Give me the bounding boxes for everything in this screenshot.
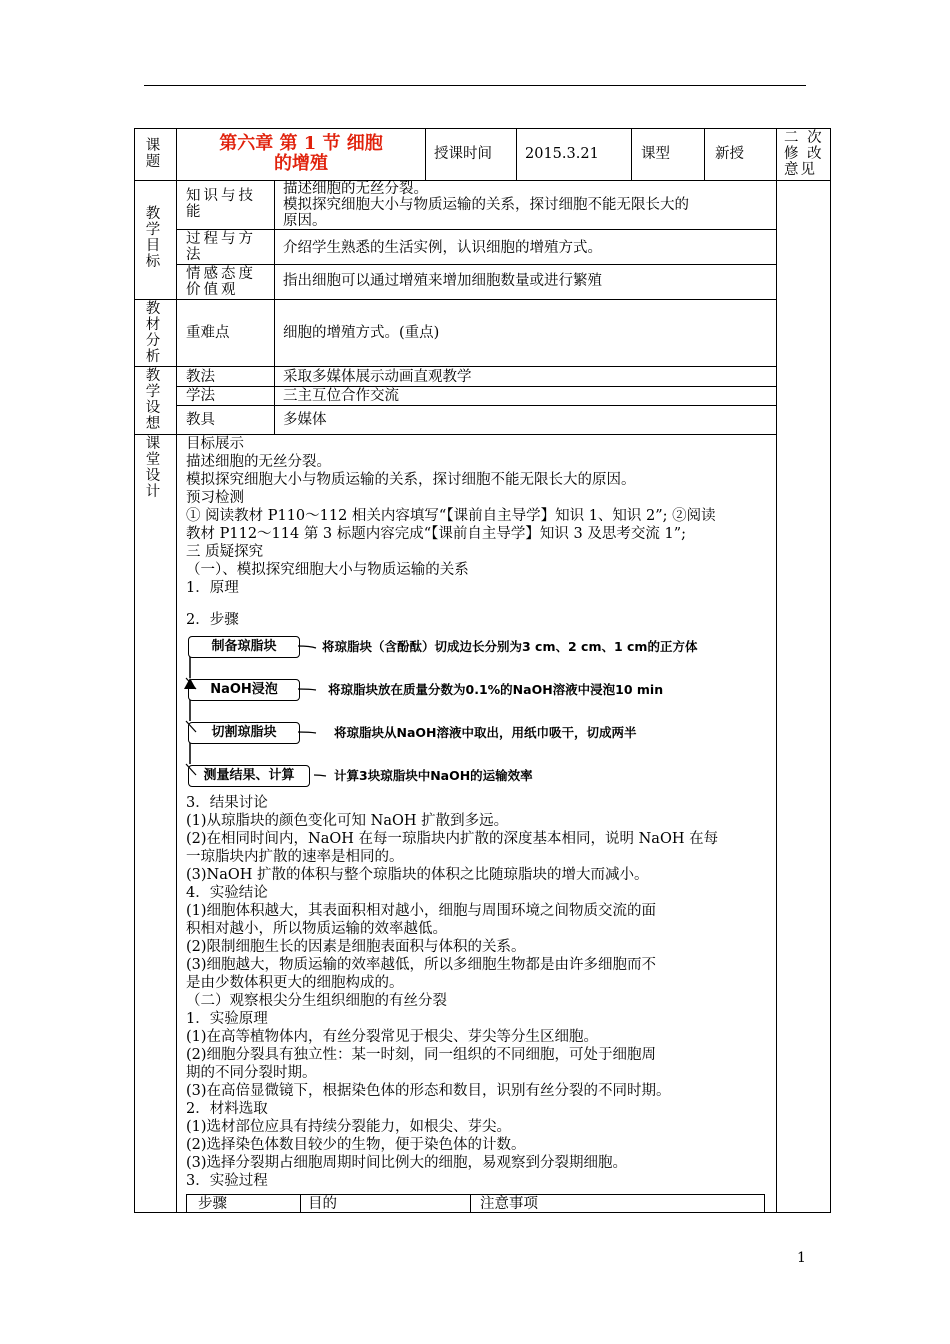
process-table-divider — [300, 1194, 301, 1213]
goal-knowledge-line: 模拟探究细胞大小与物质运输的关系，探讨细胞不能无限长大的 — [283, 197, 689, 213]
body-line: (1)在高等植物体内，有丝分裂常见于根尖、芽尖等分生区细胞。 — [186, 1029, 599, 1045]
goal-label-process: 过程与方法 — [186, 231, 256, 263]
process-table-divider — [470, 1194, 471, 1213]
col-divider — [516, 128, 517, 180]
col-divider — [631, 128, 632, 180]
page-number: 1 — [797, 1250, 806, 1266]
goal-knowledge-line: 描述细胞的无丝分裂。 — [283, 181, 428, 197]
row-divider — [176, 405, 776, 406]
body-line: （二）观察根尖分生组织细胞的有丝分裂 — [186, 993, 447, 1009]
body-line: 1．实验原理 — [186, 1011, 268, 1027]
flow-step-3: 切割琼脂块 — [188, 722, 300, 744]
body-line: 目标展示 — [186, 436, 244, 452]
row-divider — [134, 434, 776, 435]
col-divider — [704, 128, 705, 180]
body-line: (1)选材部位应具有持续分裂能力，如根尖、芽尖。 — [186, 1119, 512, 1135]
class-side-label: 课堂设计 — [145, 436, 161, 500]
goal-process-line: 介绍学生熟悉的生活实例，认识细胞的增殖方式。 — [283, 240, 602, 256]
flow-desc-1: 将琼脂块（含酚酞）切成边长分别为3 cm、2 cm、1 cm的正方体 — [322, 639, 698, 654]
body-line: (2)限制细胞生长的因素是细胞表面积与体积的关系。 — [186, 939, 526, 955]
lesson-type: 新授 — [715, 146, 744, 162]
row-divider — [134, 180, 831, 181]
analysis-label: 重难点 — [186, 325, 230, 341]
row-divider — [176, 264, 776, 265]
goals-side-label: 教学目标 — [145, 206, 161, 270]
flow-step-4: 测量结果、计算 — [188, 765, 310, 787]
goal-attitude-line: 指出细胞可以通过增殖来增加细胞数量或进行繁殖 — [283, 273, 602, 289]
analysis-content: 细胞的增殖方式。(重点) — [283, 325, 440, 341]
row-divider — [176, 386, 776, 387]
body-line: 期的不同分裂时期。 — [186, 1065, 317, 1081]
body-line: (3)在高倍显微镜下，根据染色体的形态和数目，识别有丝分裂的不同时期。 — [186, 1083, 671, 1099]
body-line: (2)在相同时间内，NaOH 在每一琼脂块内扩散的深度基本相同，说明 NaOH 在每 — [186, 831, 719, 847]
analysis-side-label: 教材分析 — [145, 301, 161, 365]
lesson-title-line1: 第六章 第 1 节 细胞 — [219, 133, 383, 154]
label-revise: 二 次 修 改 意见 — [784, 130, 824, 178]
body-line: 2．材料选取 — [186, 1101, 268, 1117]
flow-desc-3: 将琼脂块从NaOH溶液中取出，用纸巾吸干，切成两半 — [334, 725, 637, 740]
process-header-purpose: 目的 — [308, 1196, 337, 1212]
body-line: (1)细胞体积越大，其表面积相对越小，细胞与周围环境之间物质交流的面 — [186, 903, 657, 919]
lesson-date: 2015.3.21 — [525, 146, 599, 162]
body-line: ① 阅读教材 P110～112 相关内容填写“【课前自主导学】知识 1、知识 2”; ②阅读 — [186, 508, 716, 524]
body-line: (3)选择分裂期占细胞周期时间比例大的细胞，易观察到分裂期细胞。 — [186, 1155, 628, 1171]
body-line: 4．实验结论 — [186, 885, 268, 901]
design-tools: 多媒体 — [283, 412, 327, 428]
body-line: 描述细胞的无丝分裂。 — [186, 454, 331, 470]
goal-label-attitude: 情感态度价值观 — [186, 266, 256, 298]
goal-label-knowledge: 知识与技能 — [186, 188, 256, 220]
body-line: 积相对越小，所以物质运输的效率越低。 — [186, 921, 447, 937]
flow-desc-2: 将琼脂块放在质量分数为0.1%的NaOH溶液中浸泡10 min — [328, 682, 664, 697]
body-line: 模拟探究细胞大小与物质运输的关系，探讨细胞不能无限长大的原因。 — [186, 472, 636, 488]
design-study: 三主互位合作交流 — [283, 388, 399, 404]
label-topic: 课题 — [145, 138, 161, 170]
row-divider — [134, 366, 776, 367]
body-line: 是由少数体积更大的细胞构成的。 — [186, 975, 404, 991]
row-divider — [134, 299, 776, 300]
body-line: （一）、模拟探究细胞大小与物质运输的关系 — [186, 562, 469, 578]
flow-step-2: NaOH浸泡 — [188, 679, 300, 701]
design-side-label: 教学设想 — [145, 368, 161, 432]
body-line: (2)选择染色体数目较少的生物，便于染色体的计数。 — [186, 1137, 526, 1153]
label-time: 授课时间 — [434, 146, 492, 162]
process-header-notes: 注意事项 — [480, 1196, 538, 1212]
body-line: (1)从琼脂块的颜色变化可知 NaOH 扩散到多远。 — [186, 813, 509, 829]
design-label-study: 学法 — [186, 388, 215, 404]
body-line: (2)细胞分裂具有独立性：某一时刻，同一组织的不同细胞，可处于细胞周 — [186, 1047, 657, 1063]
row-divider — [176, 229, 776, 230]
process-header-step: 步骤 — [198, 1196, 227, 1212]
body-line: 一琼脂块内扩散的速率是相同的。 — [186, 849, 404, 865]
design-label-tools: 教具 — [186, 412, 215, 428]
label-type: 课型 — [641, 146, 670, 162]
goal-knowledge-line: 原因。 — [283, 213, 327, 229]
col-divider — [176, 128, 177, 1213]
lesson-title-line2: 的增殖 — [274, 153, 328, 174]
step-label: 2．步骤 — [186, 612, 239, 628]
design-method: 采取多媒体展示动画直观教学 — [283, 369, 472, 385]
body-line: 三 质疑探究 — [186, 544, 264, 560]
body-line: 1．原理 — [186, 580, 239, 596]
lesson-title — [180, 134, 422, 174]
body-line: (3)NaOH 扩散的体积与整个琼脂块的体积之比随琼脂块的增大而减小。 — [186, 867, 649, 883]
col-divider — [425, 128, 426, 180]
body-line: 预习检测 — [186, 490, 244, 506]
design-label-method: 教法 — [186, 369, 215, 385]
body-line: 教材 P112～114 第 3 标题内容完成“【课前自主导学】知识 3 及思考交流 1”; — [186, 526, 687, 542]
body-line: 3．结果讨论 — [186, 795, 268, 811]
flow-desc-4: 计算3块琼脂块中NaOH的运输效率 — [334, 768, 533, 783]
flow-step-1: 制备琼脂块 — [188, 636, 300, 658]
process-table-header — [186, 1194, 765, 1213]
body-line: 3．实验过程 — [186, 1173, 268, 1189]
header-rule — [144, 85, 806, 86]
body-line: (3)细胞越大，物质运输的效率越低，所以多细胞生物都是由许多细胞而不 — [186, 957, 657, 973]
col-divider — [274, 180, 275, 434]
